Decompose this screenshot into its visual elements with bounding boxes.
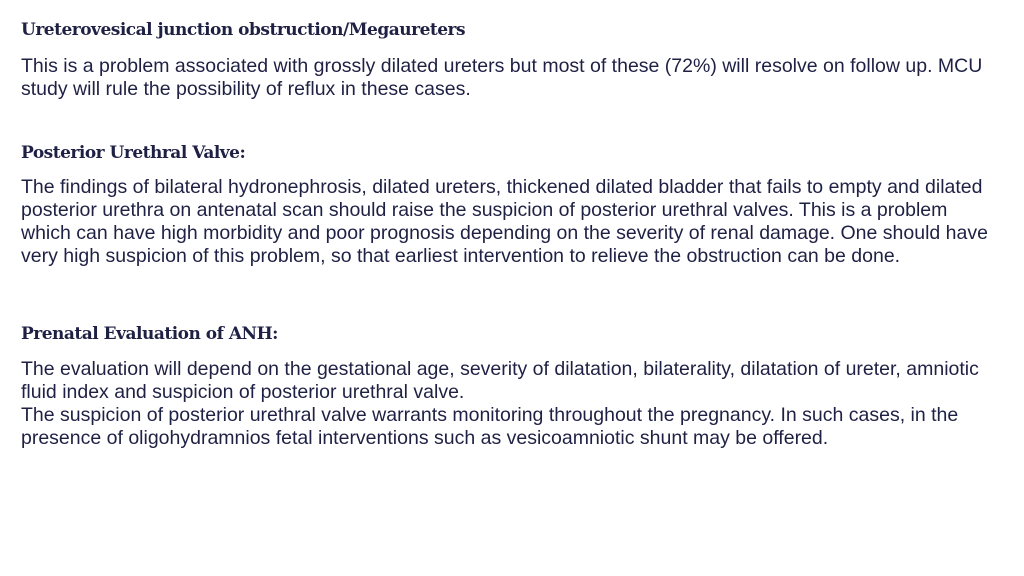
section-paragraph-megaureters: This is a problem associated with grossly dilated ureters but most of these (72%) will resolve on follow up. MCU study will rule the possibility of reflux in these cases. xyxy=(21,55,983,100)
section-paragraph-posterior-urethral-valve: The findings of bilateral hydronephrosis, dilated ureters, thickened dilated bladder that fails to empty and dilated posterior urethra on antenatal scan should raise the suspicion of posterior urethral valves. This is a problem which can have high morbidity and poor prognosis depending on the severity of renal damage. One should have very high suspicion of this problem, so that earliest intervention to relieve the obstruction can be done. xyxy=(21,176,988,267)
section-heading-megaureters: Ureterovesical junction obstruction/Megaureters xyxy=(21,20,466,40)
section-heading-posterior-urethral-valve: Posterior Urethral Valve: xyxy=(21,143,246,163)
section-paragraph-prenatal-evaluation-2: The suspicion of posterior urethral valve warrants monitoring throughout the pregnancy. In such cases, in the presence of oligohydramnios fetal interventions such as vesicoamniotic shunt may be offered. xyxy=(21,404,959,449)
section-paragraph-prenatal-evaluation-1: The evaluation will depend on the gestational age, severity of dilatation, bilaterality, dilatation of ureter, amniotic fluid index and suspicion of posterior urethral valve. xyxy=(21,358,979,403)
section-heading-prenatal-evaluation: Prenatal Evaluation of ANH: xyxy=(21,324,278,344)
